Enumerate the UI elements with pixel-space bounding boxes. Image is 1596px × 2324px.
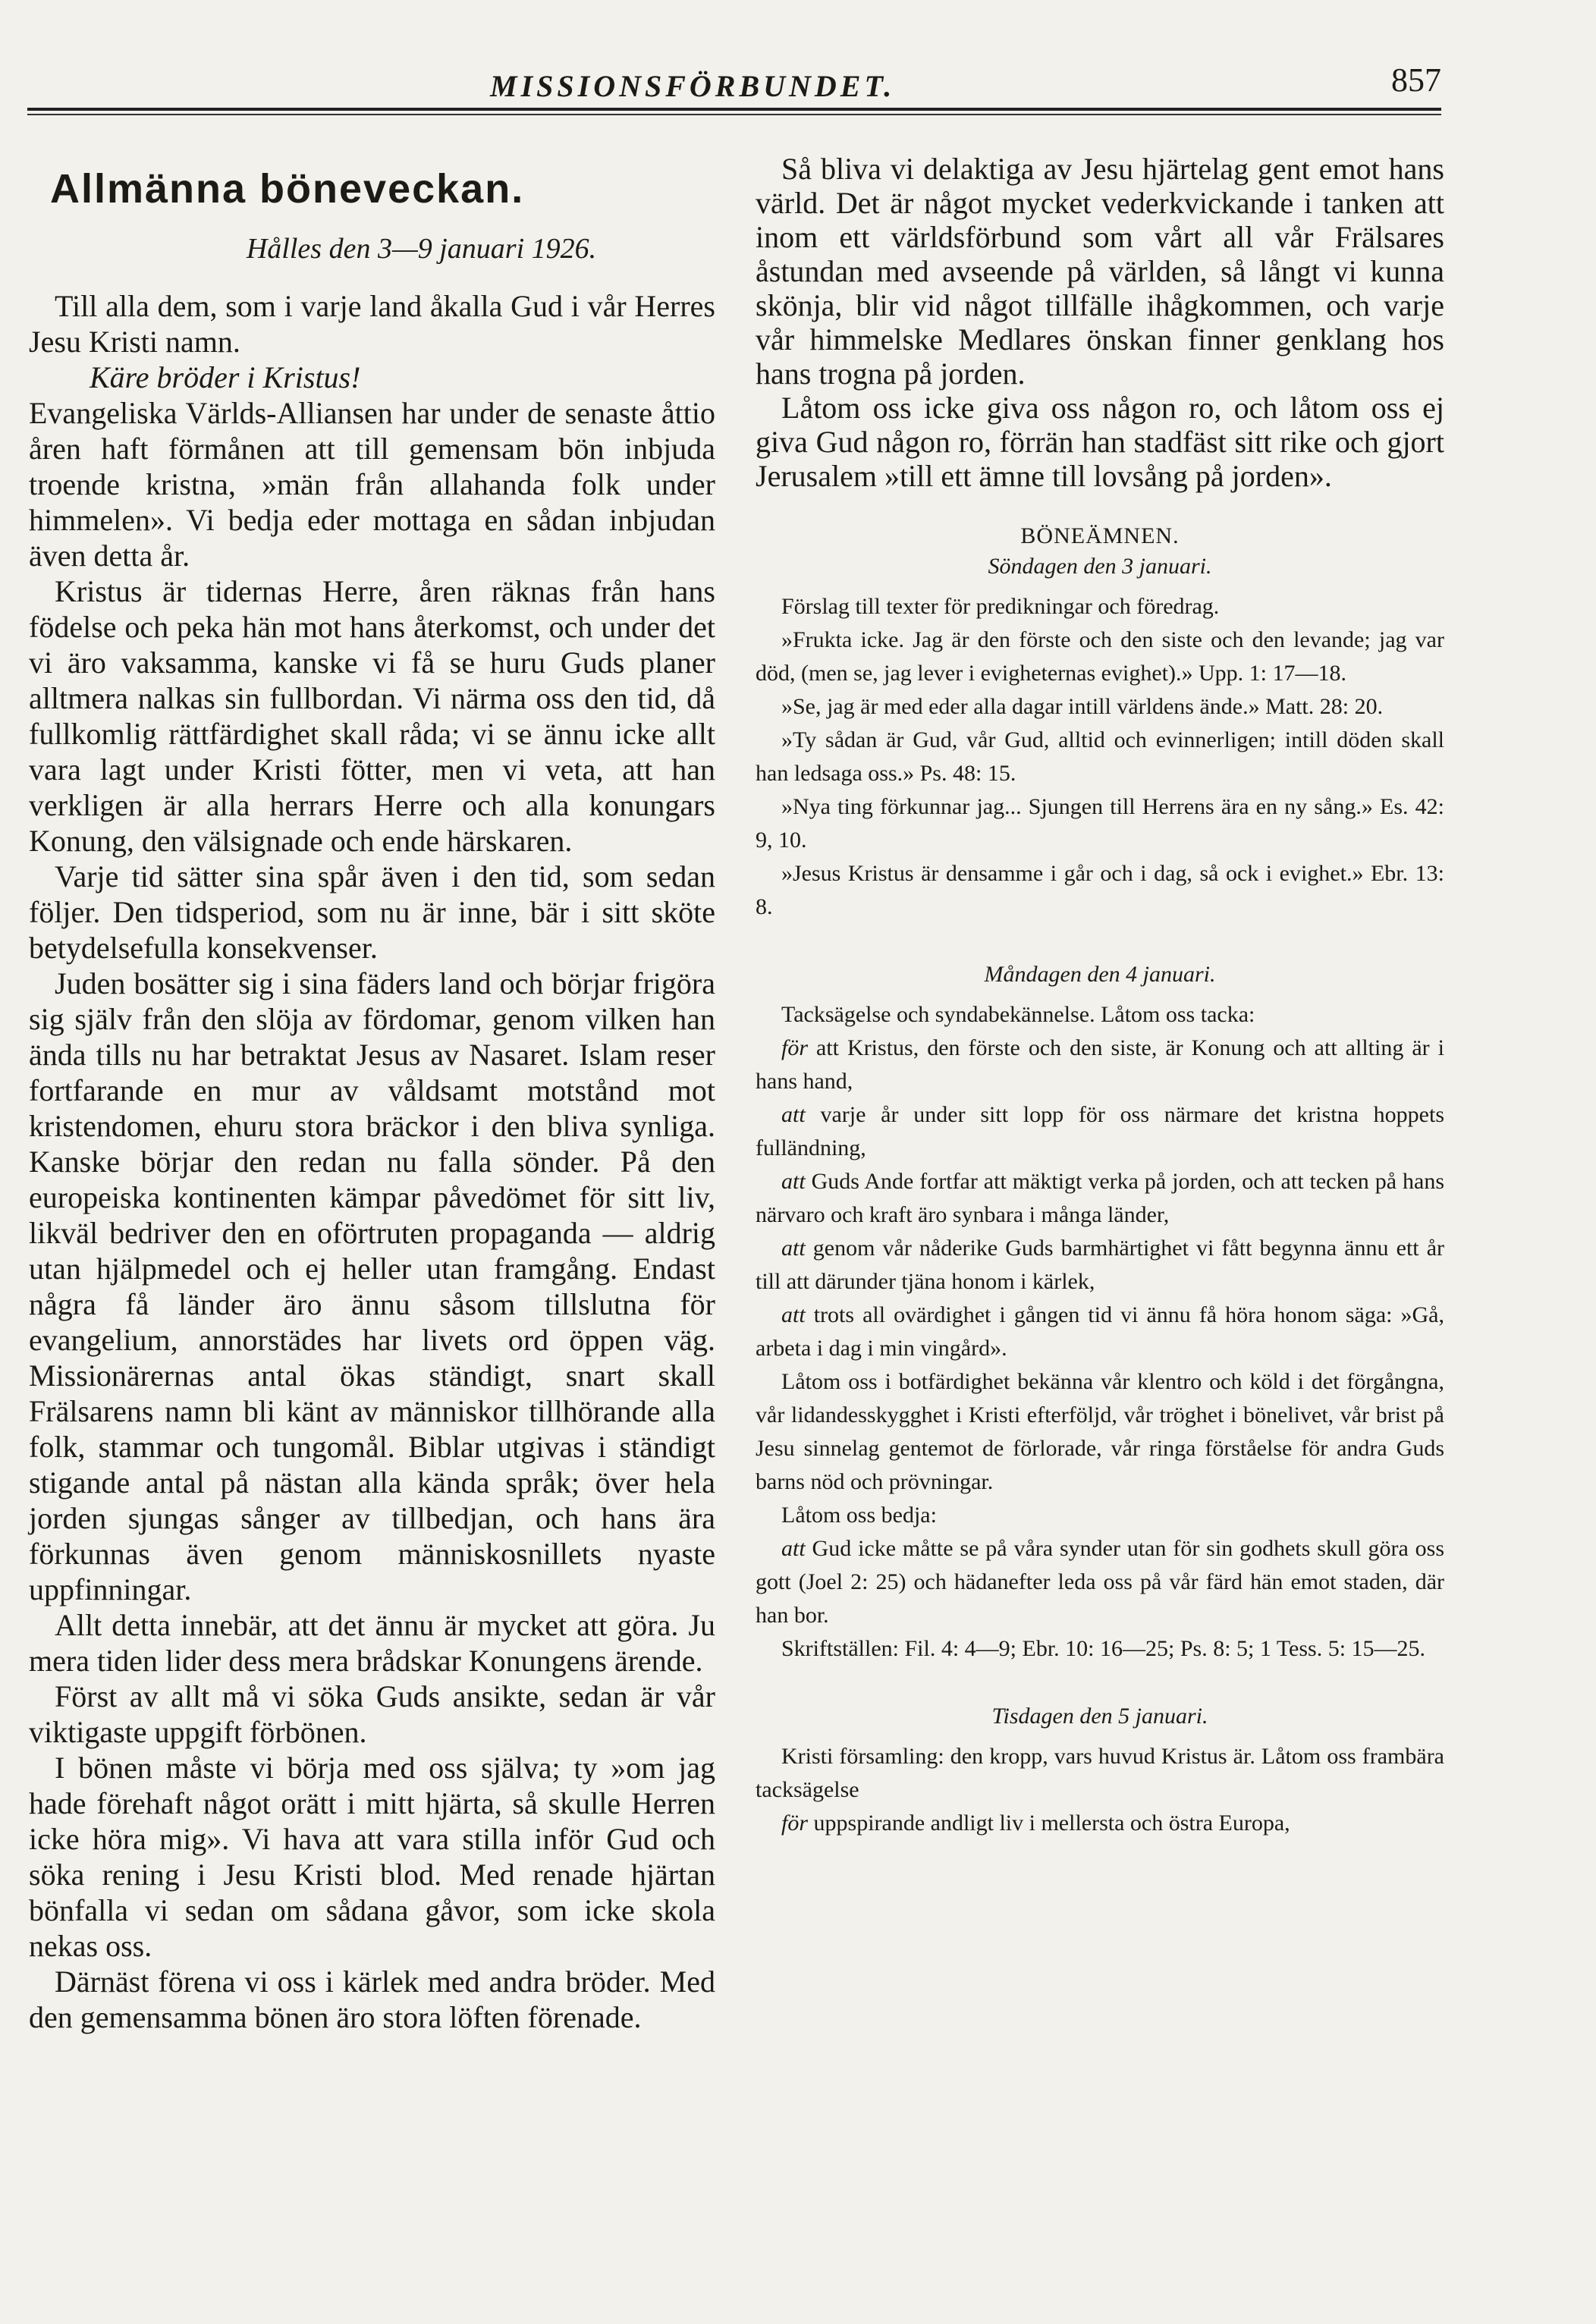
monday-item bbox=[756, 1098, 1444, 1165]
sunday-line: »Se, jag är med eder alla dagar intill världens ände.» Matt. 28: 20. bbox=[781, 694, 1384, 719]
monday-item bbox=[756, 1232, 1444, 1299]
item-lead: att bbox=[781, 1302, 806, 1327]
monday-intro: Tacksägelse och syndabekännelse. Låtom oss tacka: bbox=[781, 1002, 1255, 1027]
item-lead: att bbox=[781, 1536, 806, 1561]
monday-item bbox=[756, 1032, 1444, 1098]
body-paragraph: Allt detta innebär, att det ännu är mycket att göra. Ju mera tiden lider dess mera brådskar Konungens ärende. bbox=[29, 1608, 715, 1678]
item-lead: att bbox=[781, 1102, 806, 1127]
body-paragraph: Först av allt må vi söka Guds ansikte, sedan är vår viktigaste uppgift förbönen. bbox=[29, 1679, 715, 1749]
sunday-heading: Söndagen den 3 januari. bbox=[988, 554, 1212, 579]
prayer-topics-heading: BÖNEÄMNEN. bbox=[1020, 523, 1180, 548]
page-header bbox=[27, 61, 1441, 106]
sunday-line: »Jesus Kristus är densamme i går och i dag, så ock i evighet.» Ebr. 13: 8. bbox=[756, 861, 1444, 919]
monday-pray-item bbox=[756, 1532, 1444, 1632]
article-subtitle: Hålles den 3—9 januari 1926. bbox=[246, 233, 597, 265]
article-title: Allmänna böneveckan. bbox=[50, 166, 525, 212]
item-lead: för bbox=[781, 1035, 809, 1060]
right-column bbox=[756, 152, 1444, 1840]
monday-confession: Låtom oss i botfärdighet bekänna vår klentro och köld i det förgångna, vår lidandesskygghet i Kristi efterföljd, vår tröghet i bönelivet, vår brist på Jesu sinnelag gentemot de förlorade, vår ringa förståelse för andra Guds barns nöd och prövningar. bbox=[756, 1369, 1444, 1494]
sunday-line: »Ty sådan är Gud, vår Gud, alltid och evinnerligen; intill döden skall han ledsaga oss.» Ps. 48: 15. bbox=[756, 727, 1444, 786]
journal-title: MISSIONSFÖRBUNDET. bbox=[490, 69, 896, 103]
body-paragraph: Därnäst förena vi oss i kärlek med andra bröder. Med den gemensamma bönen äro stora löften förenade. bbox=[29, 1964, 715, 2034]
item-lead: för bbox=[781, 1811, 809, 1836]
sunday-line: »Frukta icke. Jag är den förste och den siste och den levande; jag var död, (men se, jag lever i evigheternas evighet).» Upp. 1: 17—18. bbox=[756, 627, 1444, 686]
item-lead: att bbox=[781, 1236, 806, 1261]
salutation: Käre bröder i Kristus! bbox=[90, 360, 361, 394]
item-text: trots all ovärdighet i gången tid vi ännu få höra honom säga: »Gå, arbeta i dag i min vingård». bbox=[756, 1302, 1444, 1361]
tuesday-intro: Kristi församling: den kropp, vars huvud Kristus är. Låtom oss frambära tacksägelse bbox=[756, 1744, 1444, 1802]
body-paragraph: Evangeliska Världs-Alliansen har under de senaste åttio åren haft förmånen att till gemensam bön inbjuda troende kristna, »män från allahanda folk under himmelen». Vi bedja eder mottaga en sådan inbjudan även detta år. bbox=[29, 396, 715, 573]
tuesday-heading: Tisdagen den 5 januari. bbox=[991, 1704, 1208, 1729]
body-paragraph: Varje tid sätter sina spår även i den tid, som sedan följer. Den tidsperiod, som nu är inne, bär i sitt sköte betydelsefulla konsekvenser. bbox=[29, 859, 715, 965]
body-paragraph: Kristus är tidernas Herre, åren räknas från hans födelse och peka hän mot hans återkomst, och under det vi äro vaksamma, kanske vi få se huru Guds planer alltmera nalkas sin fullbordan. Vi närma oss den tid, då fullkomlig rättfärdighet skall råda; vi se ännu icke allt vara lagt under Kristi fötter, men vi veta, att han verkligen är alla herrars Herre och alla konungars Konung, den välsignade och ende härskaren. bbox=[29, 574, 715, 858]
header-rule-thin bbox=[27, 114, 1441, 115]
item-text: genom vår nåderike Guds barmhärtighet vi fått begynna ännu ett år till att därunder tjäna honom i kärlek, bbox=[756, 1236, 1444, 1294]
item-text: Gud icke måtte se på våra synder utan för sin godhets skull göra oss gott (Joel 2: 25) och hädanefter leda oss på vår färd hän emot staden, där han bor. bbox=[756, 1536, 1445, 1628]
item-text: att Kristus, den förste och den siste, är Konung och att allting är i hans hand, bbox=[756, 1035, 1444, 1094]
body-paragraph: Så bliva vi delaktiga av Jesu hjärtelag gent emot hans värld. Det är något mycket vederkvickande i tanken att inom ett världsförbund som vårt all vår Frälsares åstundan med avseende på världen, så långt vi kunna skönja, blir vid något tillfälle ihågkommen, och varje vår himmelske Medlares önskan finner genklang hos hans trogna på jorden. bbox=[756, 152, 1444, 391]
header-rule bbox=[27, 108, 1441, 111]
body-paragraph: Juden bosätter sig i sina fäders land och börjar frigöra sig själv från den slöja av fördomar, genom vilken han ända tills nu har betraktat Jesus av Nasaret. Islam reser fortfarande en mur av våldsamt motstånd mot kristendomen, ehuru stora bräckor i den bliva synliga. Kanske börjar den redan nu falla sönder. På den europeiska kontinenten kämpar påvedömet för sitt liv, likväl bedriver den en oförtruten propaganda — aldrig utan hjälpmedel och ej heller utan framgång. Endast några få länder äro ännu såsom tillslutna för evangelium, annorstädes har livets ord öppen väg. Missionärernas antal ökas ständigt, snart skall Frälsarens namn bli känt av människor tillhörande alla folk, stammar och tungomål. Biblar utgivas i ständigt stigande antal på nästan alla kända språk; över hela jorden sjungas sånger av tillbedjan, och hans ära förkunnas även genom människosnillets nyaste uppfinningar. bbox=[29, 966, 715, 1606]
monday-item bbox=[756, 1299, 1444, 1365]
monday-heading: Måndagen den 4 januari. bbox=[984, 962, 1216, 987]
left-column bbox=[29, 152, 715, 2035]
page-number: 857 bbox=[1391, 61, 1441, 99]
body-paragraph: Låtom oss icke giva oss någon ro, och låtom oss ej giva Gud någon ro, förrän han stadfäst sitt rike och gjort Jerusalem »till ett ämne till lovsång på jorden». bbox=[756, 391, 1444, 493]
monday-item bbox=[756, 1165, 1444, 1232]
item-text: uppspirande andligt liv i mellersta och östra Europa, bbox=[813, 1811, 1290, 1836]
sunday-line: »Nya ting förkunnar jag... Sjungen till Herrens ära en ny sång.» Es. 42: 9, 10. bbox=[756, 794, 1444, 853]
item-text: Guds Ande fortfar att mäktigt verka på jorden, och att tecken på hans närvaro och kraft äro synbara i många länder, bbox=[756, 1169, 1445, 1227]
item-text: varje år under sitt lopp för oss närmare det kristna hoppets fulländning, bbox=[756, 1102, 1444, 1160]
item-lead: att bbox=[781, 1169, 806, 1194]
address-paragraph: Till alla dem, som i varje land åkalla Gud i vår Herres Jesu Kristi namn. bbox=[29, 289, 715, 359]
tuesday-item bbox=[756, 1807, 1444, 1840]
monday-scripture: Skriftställen: Fil. 4: 4—9; Ebr. 10: 16—25; Ps. 8: 5; 1 Tess. 5: 15—25. bbox=[781, 1636, 1426, 1661]
body-paragraph: I bönen måste vi börja med oss själva; ty »om jag hade förehaft något orätt i mitt hjärta, så skulle Herren icke höra mig». Vi hava att vara stilla inför Gud och söka rening i Jesu Kristi blod. Med renade hjärtan bönfalla vi sedan om sådana gåvor, som icke skola nekas oss. bbox=[29, 1751, 715, 1963]
sunday-line: Förslag till texter för predikningar och föredrag. bbox=[781, 594, 1220, 619]
monday-pray-intro: Låtom oss bedja: bbox=[781, 1503, 937, 1528]
